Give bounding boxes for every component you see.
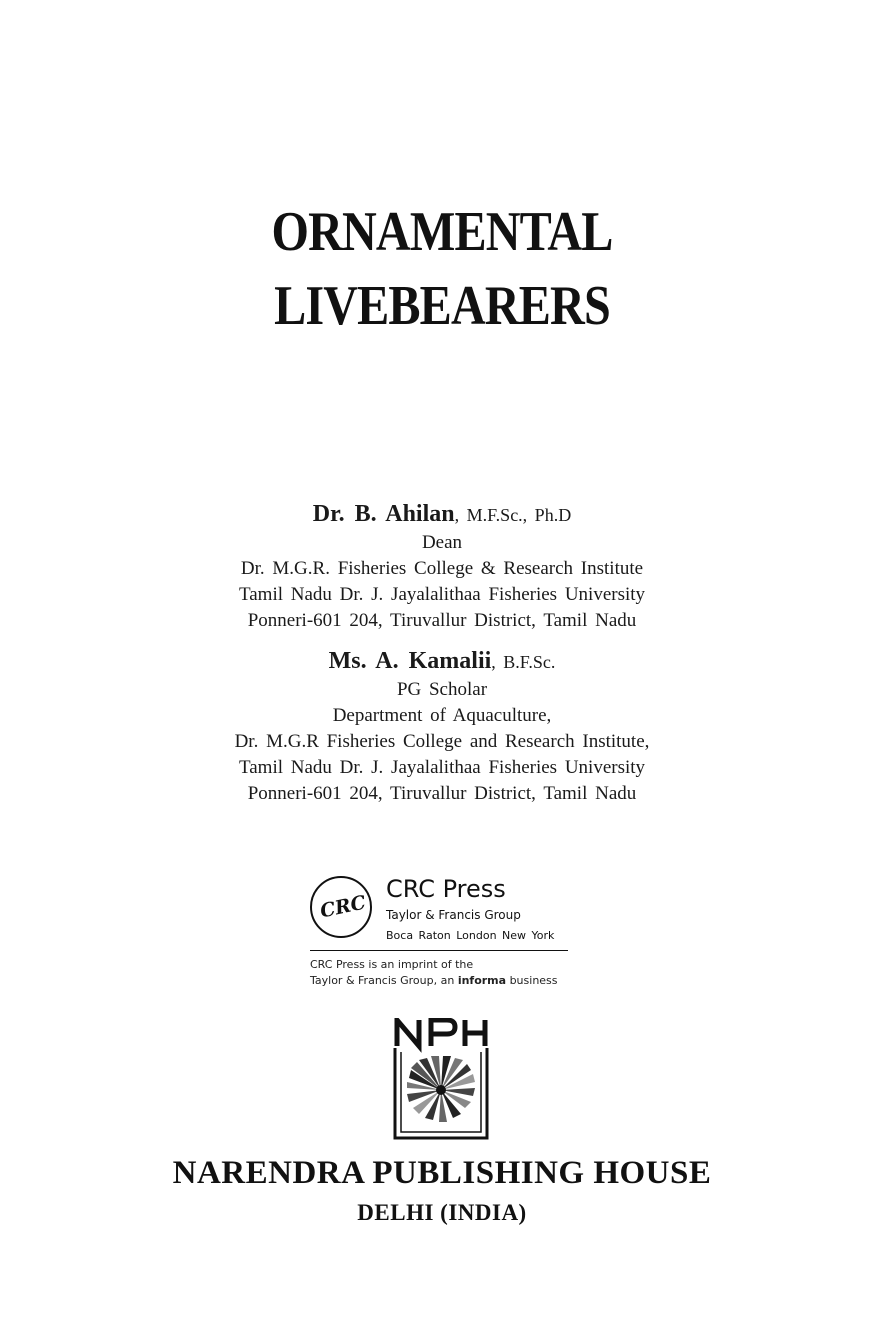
author-degree: , M.F.Sc., Ph.D [454,505,572,525]
crc-emblem-text: CRC [318,891,368,923]
author-name-line [0,498,884,530]
crc-imprint-prefix: Taylor & Francis Group, an [310,974,458,987]
author-university: Tamil Nadu Dr. J. Jayalalithaa Fisheries University [238,757,646,778]
author-block-2 [0,645,884,807]
crc-imprint-line-2 [310,974,558,987]
crc-press-logo [310,873,572,993]
author-name-line [0,645,884,677]
author-designation: Dean [421,532,463,553]
crc-emblem-icon [310,876,372,938]
publisher-name: NARENDRA PUBLISHING HOUSE [172,1155,712,1191]
author-designation: PG Scholar [396,679,488,700]
author-affiliation: Dr. M.G.R Fisheries College and Research Institute, [234,731,650,752]
author-block-1 [0,498,884,634]
nph-logo-text [491,1018,492,1019]
crc-cities: Boca Raton London New York [386,929,555,942]
nph-logo [391,1018,491,1140]
author-name: Ms. A. Kamalii [328,648,492,674]
book-title-line-2: LIVEBEARERS [274,275,610,337]
crc-press-name: CRC Press [386,875,506,903]
author-degree: , B.F.Sc. [491,652,556,672]
crc-imprint-suffix: business [506,974,558,987]
book-title-line-1: ORNAMENTAL [271,201,613,263]
author-address: Ponneri-601 204, Tiruvallur District, Tamil Nadu [247,610,637,631]
author-department: Department of Aquaculture, [332,705,552,726]
author-university: Tamil Nadu Dr. J. Jayalalithaa Fisheries University [238,584,646,605]
book-pages-icon [407,1056,475,1122]
author-affiliation: Dr. M.G.R. Fisheries College & Research Institute [240,558,644,579]
author-address: Ponneri-601 204, Tiruvallur District, Tamil Nadu [247,783,637,804]
crc-group-name: Taylor & Francis Group [386,908,521,922]
author-name: Dr. B. Ahilan [312,501,455,527]
informa-brand: informa [457,974,507,987]
crc-imprint-line-1: CRC Press is an imprint of the [310,958,474,971]
crc-divider [310,950,568,951]
publisher-place: DELHI (INDIA) [357,1200,527,1225]
nph-emblem-icon [391,1018,491,1140]
